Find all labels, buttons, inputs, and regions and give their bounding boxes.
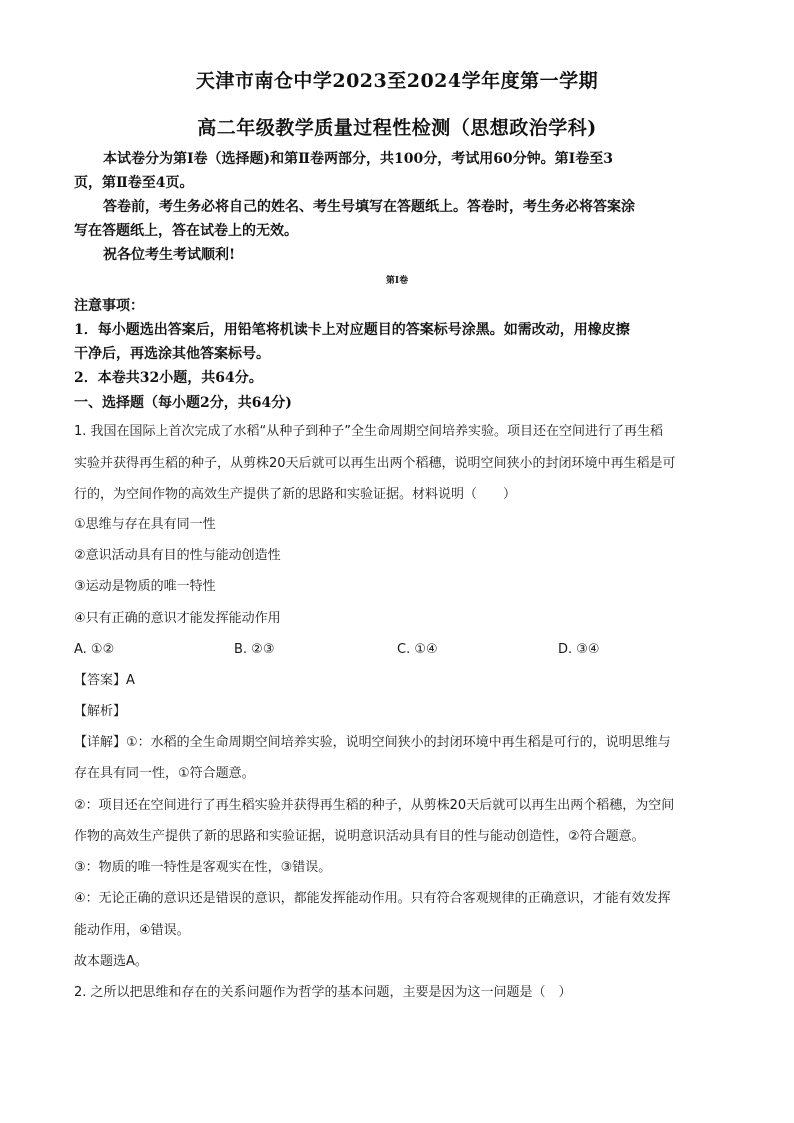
q1-detail-line-5: ③：物质的唯一特性是客观实在性，③错误。	[74, 860, 332, 875]
q1-answer: 【答案】A	[74, 673, 135, 688]
intro-line-5: 祝各位考生考试顺利!	[103, 247, 236, 263]
exam-title: 天津市南仓中学2023至2024学年度第一学期	[195, 70, 599, 92]
intro-line-3: 答卷前，考生务必将自己的姓名、考生号填写在答题纸上。答卷时，考生务必将答案涂	[103, 199, 635, 215]
q1-line-2: 实验并获得再生稻的种子，从剪株20天后就可以再生出两个稻穗，说明空间狭小的封闭环境中再生稻是可	[74, 456, 676, 471]
q1-line-3: 行的，为空间作物的高效生产提供了新的思路和实验证据。材料说明（ ）	[74, 487, 517, 502]
q1-choice-d: D. ③④	[558, 642, 600, 657]
q1-detail-line-2: 存在具有同一性，①符合题意。	[74, 766, 255, 781]
notes-item-1-line-1: 1．每小题选出答案后，用铅笔将机读卡上对应题目的答案标号涂黑。如需改动，用橡皮擦	[74, 322, 630, 338]
exam-subtitle: 高二年级教学质量过程性检测（思想政治学科)	[197, 117, 597, 139]
q1-line-1: 1. 我国在国际上首次完成了水稻“从种子到种子”全生命周期空间培养实验。项目还在空间进行了再生稻	[74, 424, 664, 439]
q1-detail-line-3: ②：项目还在空间进行了再生稻实验并获得再生稻的种子，从剪株20天后就可以再生出两个稻穗，为空间	[74, 798, 675, 813]
intro-line-1: 本试卷分为第Ⅰ卷（选择题)和第Ⅱ卷两部分，共100分，考试用60分钟。第Ⅰ卷至3	[103, 151, 613, 167]
intro-line-4: 写在答题纸上，答在试卷上的无效。	[74, 223, 298, 239]
q1-option-4: ④只有正确的意识才能发挥能动作用	[74, 611, 281, 626]
notes-item-1-line-2: 干净后，再选涂其他答案标号。	[74, 346, 270, 362]
notes-item-2: 2．本卷共32小题，共64分。	[74, 370, 263, 386]
part-heading: 一、选择题（每小题2分，共64分)	[74, 395, 292, 411]
q1-option-1: ①思维与存在具有同一性	[74, 517, 216, 532]
q1-detail-line-1: 【详解】①：水稻的全生命周期空间培养实验，说明空间狭小的封闭环境中再生稻是可行的，说明思维与	[74, 735, 671, 750]
q1-detail-line-7: 能动作用，④错误。	[74, 923, 190, 938]
q1-analysis-label: 【解析】	[74, 704, 127, 719]
q1-conclusion: 故本题选A。	[74, 954, 148, 969]
notes-heading: 注意事项：	[74, 298, 144, 314]
intro-line-2: 页，第Ⅱ卷至4页。	[74, 175, 194, 191]
q1-choice-c: C. ①④	[397, 642, 438, 657]
section-title: 第Ⅰ卷	[385, 276, 409, 286]
q1-option-3: ③运动是物质的唯一特性	[74, 579, 216, 594]
q1-detail-line-4: 作物的高效生产提供了新的思路和实验证据，说明意识活动具有目的性与能动创造性，②符合题意。	[74, 829, 645, 844]
q1-choice-a: A. ①②	[74, 642, 115, 657]
q1-detail-line-6: ④：无论正确的意识还是错误的意识，都能发挥能动作用。只有符合客观规律的正确意识，才能有效发挥	[74, 891, 671, 906]
q2-line-1: 2. 之所以把思维和存在的关系问题作为哲学的基本问题，主要是因为这一问题是（ ）	[74, 985, 572, 1000]
q1-choice-b: B. ②③	[234, 642, 275, 657]
q1-option-2: ②意识活动具有目的性与能动创造性	[74, 548, 281, 563]
